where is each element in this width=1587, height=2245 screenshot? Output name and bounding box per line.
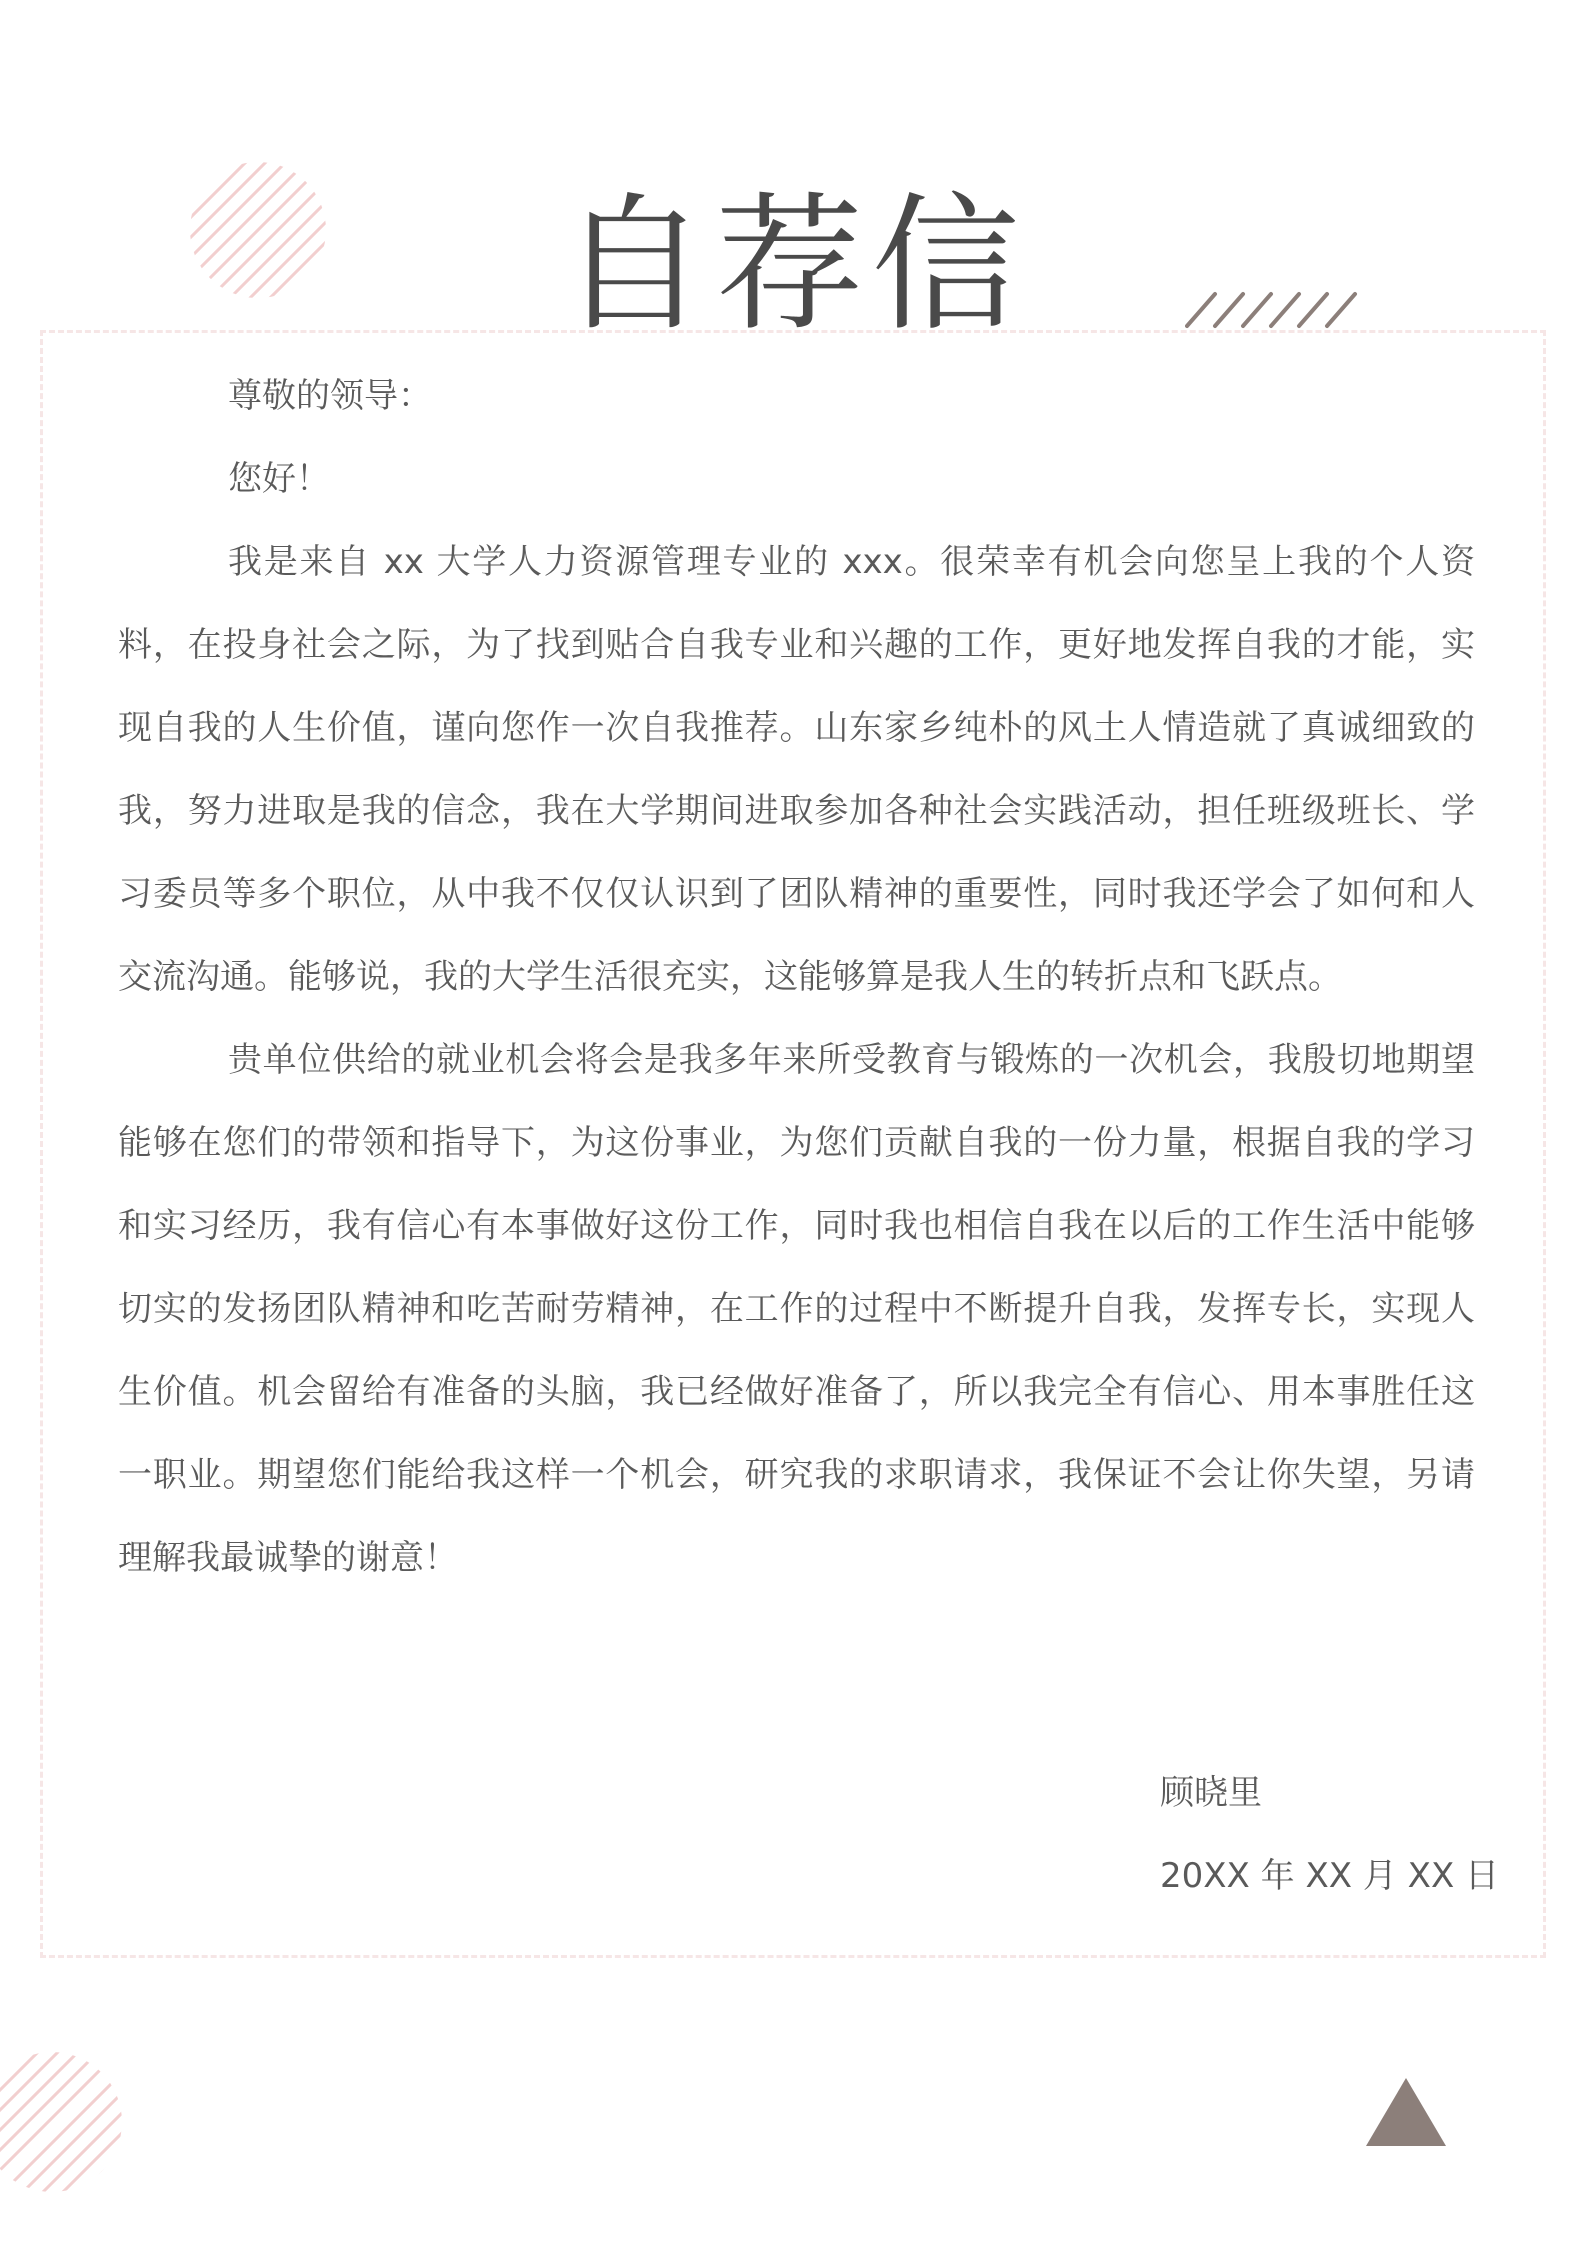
salutation: 尊敬的领导： [228,376,432,416]
triangle-decoration [1366,2078,1446,2146]
paragraph-closing: 贵单位供给的就业机会将会是我多年来所受教育与锻炼的一次机会，我殷切地期望能够在您们的带领和指导下，为这份事业，为您们贡献自我的一份力量，根据自我的学习和实习经历，我有信心有本事做好这份工作，同时我也相信自我在以后的工作生活中能够切实的发扬团队精神和吃苦耐劳精神，在工作的过程中不断提升自我，发挥专长，实现人生价值。机会留给有准备的头脑，我已经做好准备了，所以我完全有信心、用本事胜任这一职业。期望您们能给我这样一个机会，研究我的求职请求，我保证不会让你失望，另请理解我最诚挚的谢意！ [118,1040,1475,1578]
page-title: 自荐信 [559,179,1028,351]
signature-date: 20XX 年 XX 月 XX 日 [1160,1856,1500,1896]
striped-circle-decoration-bottom [0,2050,125,2195]
slash-marks-decoration [1185,290,1360,330]
signature-block [1160,1752,1499,1918]
greeting: 您好！ [228,459,330,499]
signature-name: 顾晓里 [1160,1773,1262,1813]
letter-body [118,355,1475,1600]
paragraph-introduction: 我是来自 xx 大学人力资源管理专业的 xxx。很荣幸有机会向您呈上我的个人资料，在投身社会之际，为了找到贴合自我专业和兴趣的工作，更好地发挥自我的才能，实现自我的人生价值，谨向您作一次自我推荐。山东家乡纯朴的风土人情造就了真诚细致的我，努力进取是我的信念，我在大学期间进取参加各种社会实践活动，担任班级班长、学习委员等多个职位，从中我不仅仅认识到了团队精神的重要性，同时我还学会了如何和人交流沟通。能够说，我的大学生活很充实，这能够算是我人生的转折点和飞跃点。 [118,542,1475,997]
